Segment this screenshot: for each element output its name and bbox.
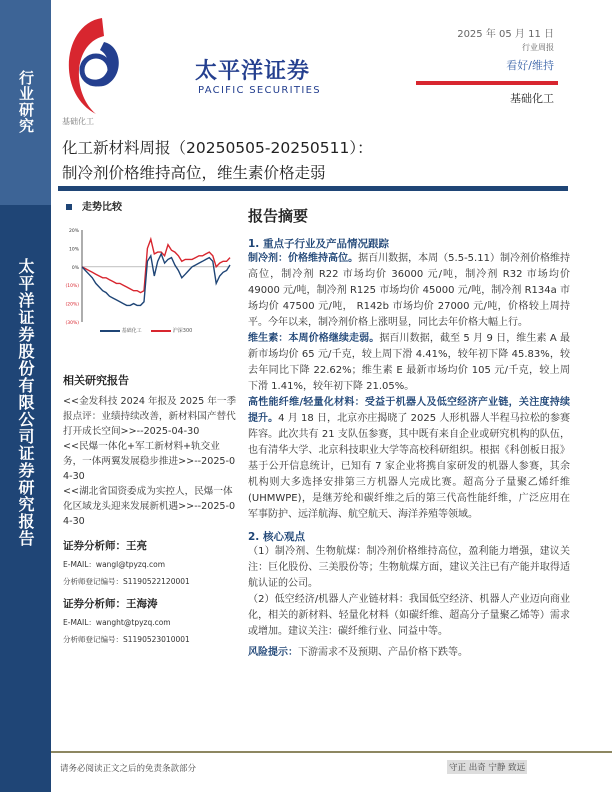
bullet-square-icon [66, 204, 72, 210]
sidebar-category-label: 行业研究 [17, 70, 35, 134]
text: 4 月 18 日，北京亦庄揭晓了 2025 人形机器人半程马拉松的参赛阵容。此次共有 21 支队伍参赛，其中既有来自企业或研究机构的队伍，也有清华大学、北京科技职业大学等高校科研组织。根据《科创板日报》基于公开信息统计，已知有 7 家企业将携自家研发的机器人参赛，其余机构则大多选择安排第三方机器人完成比赛。超高分子量聚乙烯纤维(UHMWPE)，是继芳纶和碳纤维之后的第三代高性能纤维，广泛应用在军事防护、远洋航海、航空航天、海洋养殖等领域。 [248, 413, 570, 520]
rating-divider [416, 81, 558, 85]
lead: 制冷剂：价格维持高位。 [248, 253, 359, 264]
section-1-heading: 1. 重点子行业及产品情况跟踪 [248, 238, 389, 250]
page-title [62, 136, 373, 186]
footer-divider [51, 751, 612, 753]
y-tick-label: 0% [71, 265, 79, 271]
text: 据百川数据，本周（5.5-5.11）制冷剂价格维持高位，制冷剂 R22 市场均价 36000 元/吨，制冷剂 R32 市场均价 49000 元/吨，制冷剂 R125 市场均价 45000 元/吨，制冷剂 R134a 市场均价 47500 元/吨， R142b 市场均价 27000 元/吨，价格较上周持平。今年以来，制冷剂价格上涨明显，同比去年价格大幅上行。 [248, 253, 571, 328]
logo-text-en: PACIFIC SECURITIES [198, 85, 321, 96]
paragraph-vitamin [248, 331, 570, 395]
series-line-1 [82, 254, 230, 306]
chart-legend [100, 327, 192, 334]
text: 据百川数据，截至 5 月 9 日，维生素 A 最新市场均价 65 元/千克，较上周下滑 4.41%，较年初下降 45.83%，较去年同比下降 22.62%；维生素 E 最新市场均价 105 元/千克，较上周下滑 1.41%，较年初下降 21.05%。 [248, 333, 571, 392]
risk-note [248, 645, 570, 661]
related-reports-list [63, 394, 239, 529]
view-1: （1）制冷剂、生物航煤：制冷剂价格维持高位，盈利能力增强，建议关注：巨化股份、三美股份等；生物航煤方面，建议关注已有产能并取得适航认证的公司。 [248, 546, 570, 589]
logo-text-cn: 太平洋证券 [195, 59, 311, 84]
legend-swatch-1 [100, 330, 120, 332]
lead: 维生素：本周价格继续走弱。 [248, 333, 380, 344]
left-column [63, 372, 239, 645]
analyst-name: 证券分析师：王海涛 [63, 598, 158, 610]
summary-body [248, 236, 570, 661]
y-tick-label: 20% [68, 229, 79, 234]
lead: 风险提示： [248, 647, 298, 658]
paragraph-fiber [248, 395, 570, 523]
summary-heading: 报告摘要 [248, 207, 309, 225]
related-report-link[interactable]: <<湖北省国资委成为实控人，民爆一体化区域龙头迎来发展新机遇>>--2025-04-30 [63, 486, 236, 527]
y-tick-label: (20%) [65, 302, 79, 308]
y-tick-label: (30%) [65, 321, 79, 326]
title-line-1: 化工新材料周报（20250505-20250511）： [62, 139, 373, 157]
analyst-name: 证券分析师：王亮 [63, 540, 147, 552]
legend-swatch-2 [151, 330, 171, 332]
analyst-reg: 分析师登记编号：S1190522120001 [63, 577, 190, 586]
trend-heading-text: 走势比较 [82, 202, 122, 213]
lead: 高性能纤维/轻量化材料：受益于机器人及低空经济产业链，关注度持续提升。 [248, 397, 570, 424]
industry-label: 基础化工 [510, 92, 554, 105]
related-report-link[interactable]: <<民爆一体化+军工新材料+轨交业务，一体两翼发展稳步推进>>--2025-04-30 [63, 441, 236, 482]
related-report-link[interactable]: <<金发科技 2024 年报及 2025 年一季报点评：业绩持续改善，新材料国产替代打开成长空间>>--2025-04-30 [63, 396, 237, 437]
trend-chart [60, 222, 235, 332]
trend-heading [58, 198, 238, 213]
view-2: （2）低空经济/机器人产业链材料：我国低空经济、机器人产业迈向商业化，相关的新材料、轻量化材料（如碳纤维、超高分子量聚乙烯等）需求或增加。建议关注：碳纤维行业、同益中等。 [248, 594, 570, 637]
section-2-heading: 2. 核心观点 [248, 531, 305, 543]
y-tick-label: 10% [68, 247, 79, 253]
analyst-reg: 分析师登记编号：S1190523010001 [63, 635, 190, 644]
company-logo [62, 14, 321, 118]
report-type: 行业周报 [522, 43, 554, 52]
footer-disclaimer: 请务必阅读正文之后的免责条款部分 [60, 764, 197, 774]
sidebar-company-label: 太平洋证券股份有限公司证券研究报告 [16, 258, 35, 547]
text: 下游需求不及预期、产品价格下跌等。 [298, 647, 468, 658]
title-divider [58, 186, 568, 191]
footer-motto: 守正 出奇 宁静 致远 [447, 760, 527, 774]
related-reports-heading: 相关研究报告 [63, 374, 129, 387]
rating: 看好/维持 [506, 59, 554, 72]
logo-emblem-icon [62, 14, 132, 118]
paragraph-refrigerant [248, 251, 570, 331]
title-line-2: 制冷剂价格维持高位，维生素价格走弱 [62, 164, 326, 182]
legend-label-2: 沪深300 [172, 328, 193, 334]
industry-tag: 基础化工 [62, 117, 94, 126]
analyst-email[interactable]: E-MAIL：wanght@tpyzq.com [63, 618, 171, 627]
analyst-email[interactable]: E-MAIL：wangl@tpyzq.com [63, 560, 166, 569]
legend-label-1: 基础化工 [121, 328, 142, 334]
report-date: 2025 年 05 月 11 日 [457, 29, 554, 40]
y-tick-label: (10%) [65, 284, 79, 290]
